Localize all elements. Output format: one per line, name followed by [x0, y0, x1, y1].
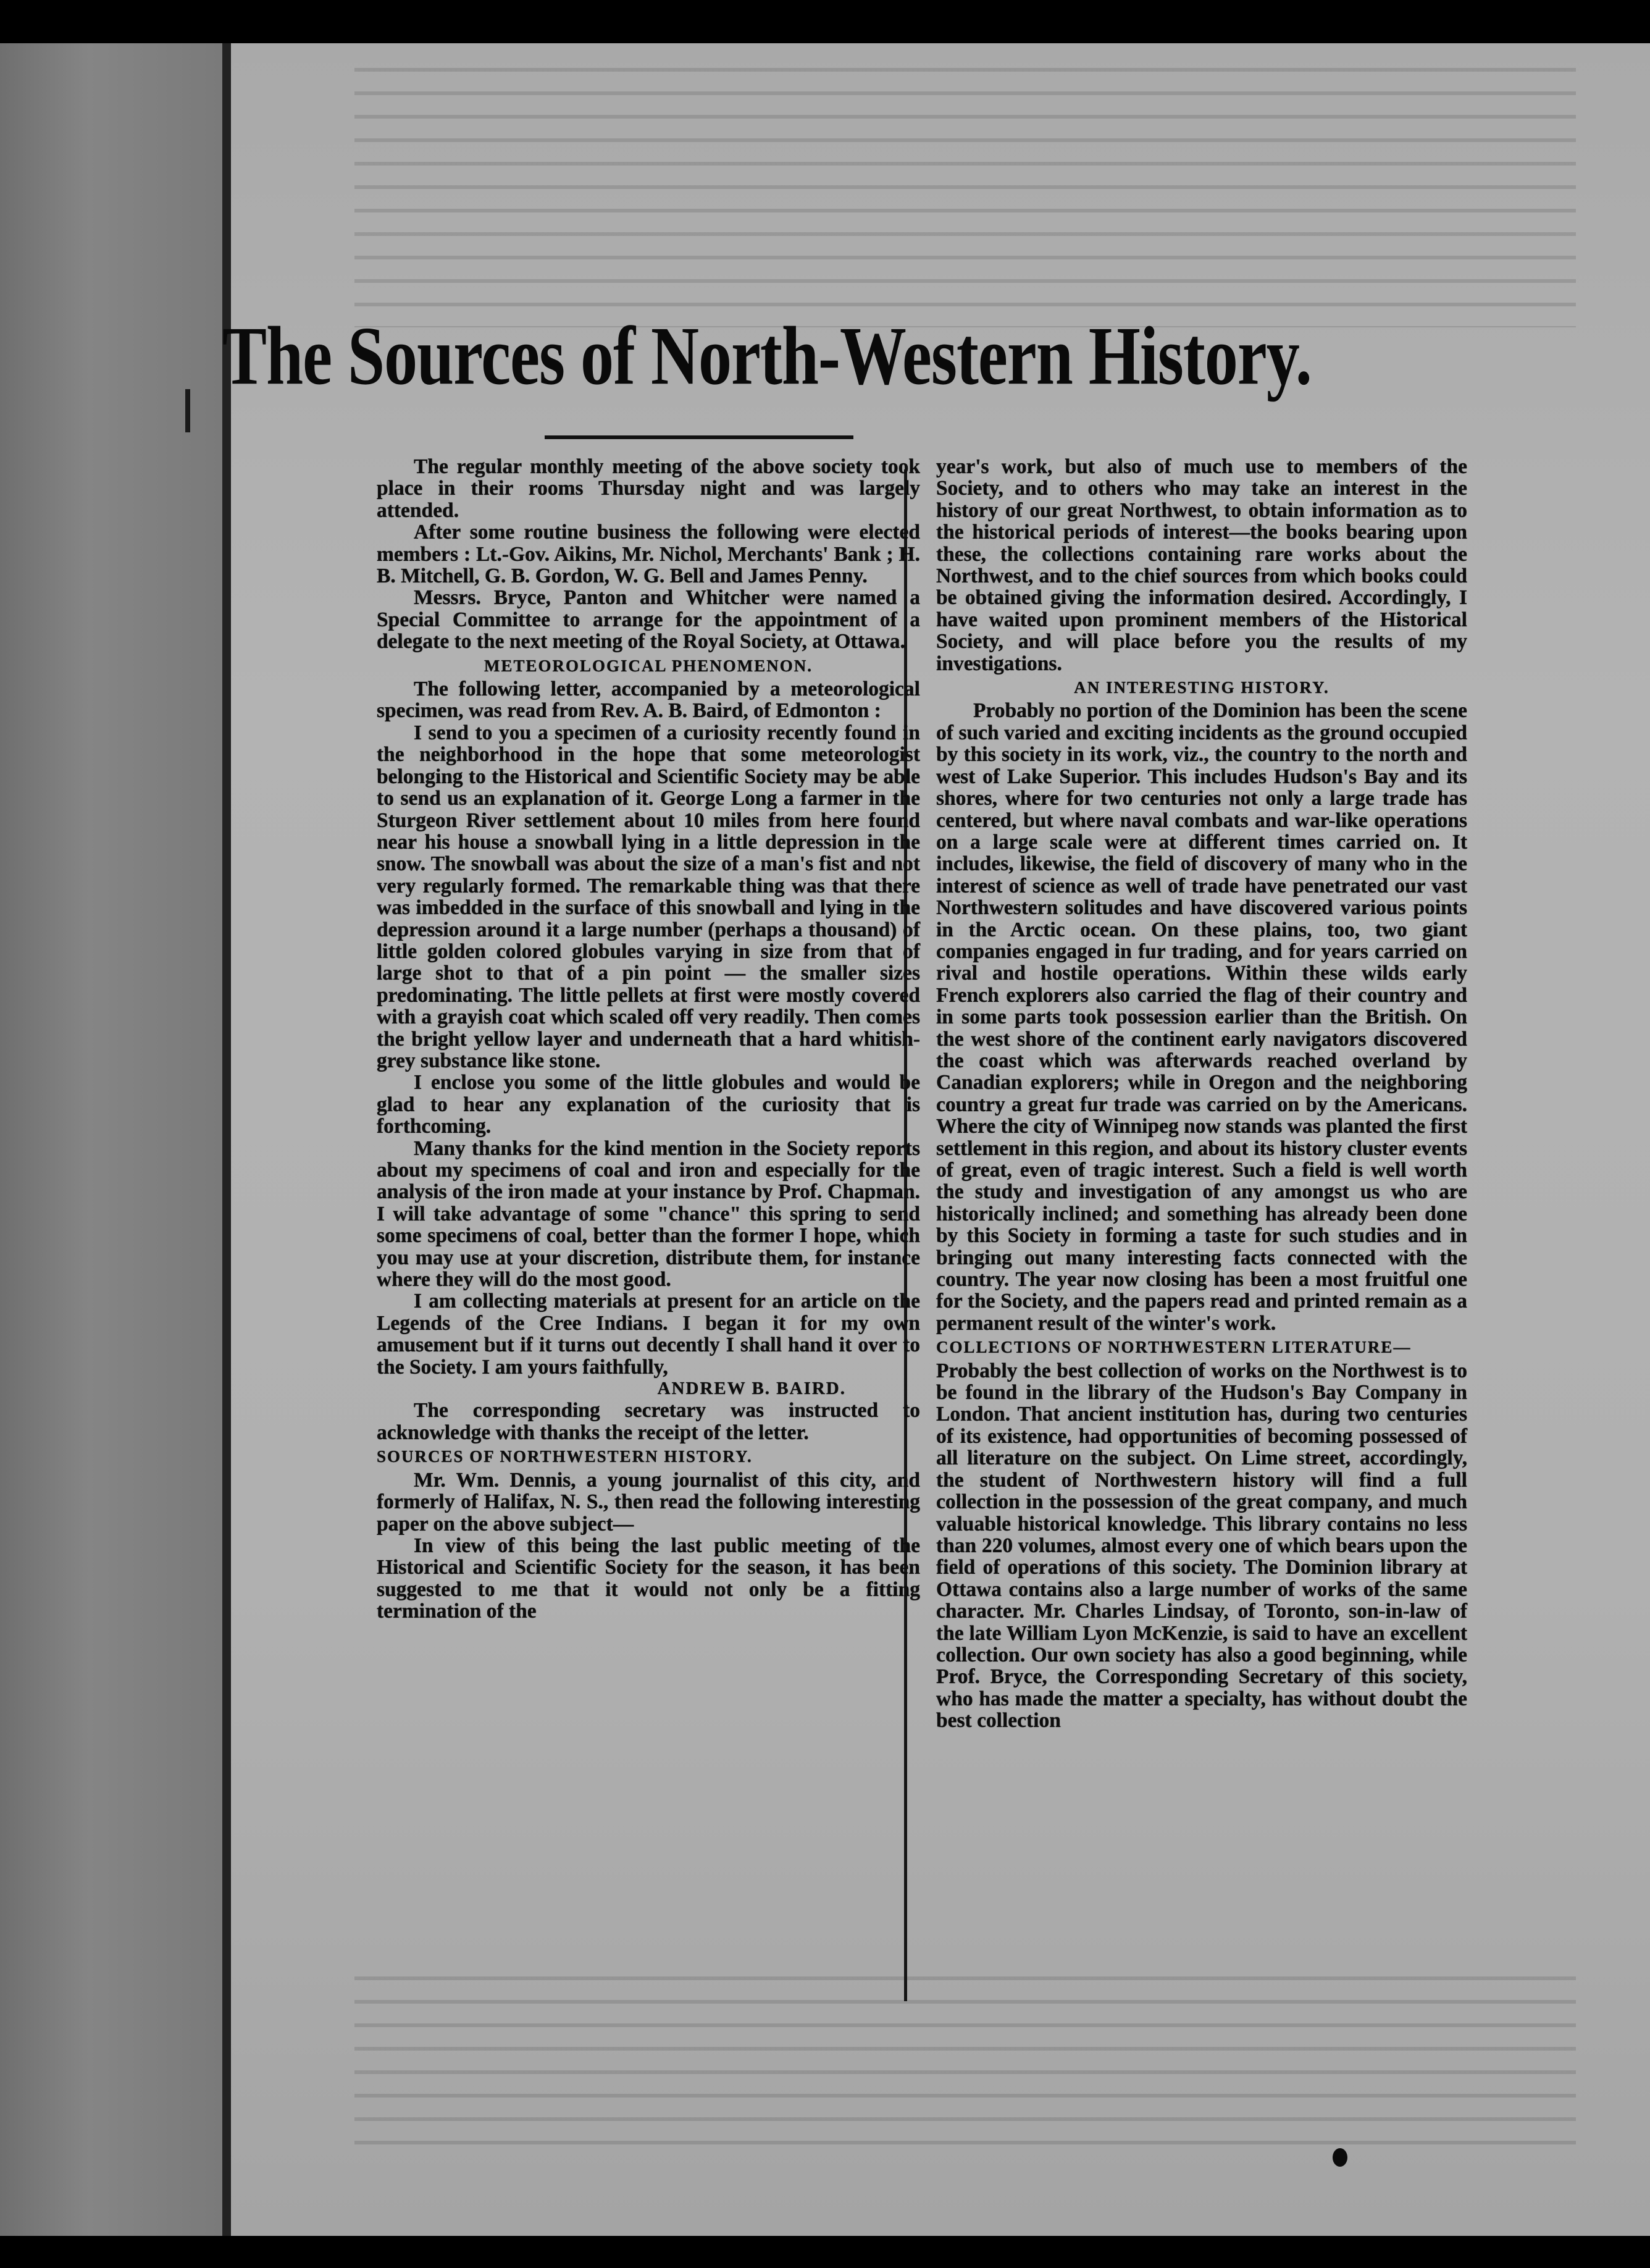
adjacent-page-edge: [0, 43, 222, 2236]
ink-spot: [1333, 2148, 1347, 2167]
paragraph: Messrs. Bryce, Panton and Whitcher were named a Special Committee to arrange for the appointment of a delegate to the next meeting of the Royal Society, at Ottawa.: [377, 586, 920, 653]
paragraph: I am collecting materials at present for an article on the Legends of the Cree Indians. I began it for my own amusement but if it turns out decently I shall hand it over to the Society. I am yours faithfully,: [377, 1290, 920, 1379]
show-through-text-bottom: [354, 1976, 1576, 2162]
section-heading: COLLECTIONS OF NORTHWESTERN LITERATURE—: [936, 1338, 1412, 1357]
paragraph: I enclose you some of the little globules and would be glad to hear any explanation of the curiosity that is forthcoming.: [377, 1071, 920, 1138]
paragraph: year's work, but also of much use to members of the Society, and to others who may take an interest in the history of our great Northwest, to obtain information as to the historical periods of interest—the books bearing upon these, the collections containing rare works about the Northwest, and to the chief sources from which books could be obtained giving the information desired. Accordingly, I have waited upon prominent members of the Historical Society, and will place before you the results of my investigations.: [936, 455, 1467, 675]
section-heading: SOURCES OF NORTHWESTERN HISTORY.: [377, 1447, 753, 1466]
article-title: The Sources of North-Western History.: [222, 310, 1312, 403]
section-heading: METEOROLOGICAL PHENOMENON.: [484, 656, 813, 675]
paragraph: Mr. Wm. Dennis, a young journalist of this city, and formerly of Halifax, N. S., then read the following interesting paper on the above subject—: [377, 1468, 920, 1535]
paragraph: Probably no portion of the Dominion has been the scene of such varied and exciting incidents as the ground occupied by this society in its work, viz., the country to the north and west of Lake Superior. This includes Hudson's Bay and its shores, where for two centuries not only a large trade has centered, but where naval combats and war-like operations on a large scale were at different times carried on. It includes, likewise, the field of discovery of many who in the interest of science as well of trade have penetrated our vast Northwestern solitudes and have discovered various points in the Arctic ocean. On these plains, too, two giant companies engaged in fur trading, and for years carried on rival and hostile operations. Within these wilds early French explorers also carried the flag of their country and in some parts took possession earlier than the British. On the west shore of the continent early navigators discovered the coast which was afterwards reached overland by Canadian explorers; while in Oregon and the neighboring country a great fur trade was carried on by the Americans. Where the city of Winnipeg now stands was planted the first settlement in this region, and about its history cluster events of great, even of tragic interest. Such a field is well worth the study and investigation of any amongst us who are historically inclined; and something has already been done by this Society in forming a taste for such studies and in bringing out many interesting facts connected with the country. The year now closing has been a most fruitful one for the Society, and the papers read and printed remain as a permanent result of the winter's work.: [936, 699, 1467, 1335]
show-through-text-top: [354, 68, 1576, 327]
right-column: [936, 456, 1467, 1732]
section-heading: AN INTERESTING HISTORY.: [1074, 678, 1330, 697]
left-column: [377, 456, 920, 1623]
signature: ANDREW B. BAIRD.: [657, 1379, 846, 1399]
title-rule: [545, 435, 853, 439]
paragraph: I send to you a specimen of a curiosity recently found in the neighborhood in the hope that some meteorologist belonging to the Historical and Scientific Society may be able to send us an explanation of it. George Long a farmer in the Sturgeon River settlement about 10 miles from here found near his house a snowball lying in a little depression in the snow. The snowball was about the size of a man's fist and not very regularly formed. The remarkable thing was that there was imbedded in the surface of this snowball and lying in the depression around it a large number (perhaps a thousand) of little golden colored globules varying in size from that of large shot to that of a pin point — the smaller sizes predominating. The little pellets at first were mostly covered with a grayish coat which scaled off very readily. Then comes the bright yellow layer and underneath that a hard whitish-grey substance like stone.: [377, 721, 920, 1072]
paragraph: Probably the best collection of works on the Northwest is to be found in the library of the Hudson's Bay Company in London. That ancient institution has, during two centuries of its existence, had opportunities of becoming possessed of all literature on the subject. On Lime street, accordingly, the student of Northwestern history will find a full collection in the possession of the great company, and much valuable historical knowledge. This library contains no less than 220 volumes, almost every one of which bears upon the field of operations of this society. The Dominion library at Ottawa contains also a large number of works of the same character. Mr. Charles Lindsay, of Toronto, son-in-law of the late William Lyon McKenzie, is said to have an excellent collection. Our own society has also a good beginning, while Prof. Bryce, the Corresponding Secretary of this society, who has made the matter a specialty, has without doubt the best collection: [936, 1359, 1467, 1732]
margin-mark: [185, 389, 190, 432]
paragraph: The regular monthly meeting of the above society took place in their rooms Thursday night and was largely attended.: [377, 455, 920, 522]
paragraph: The following letter, accompanied by a meteorological specimen, was read from Rev. A. B. Baird, of Edmonton :: [377, 678, 920, 723]
paragraph: The corresponding secretary was instructed to acknowledge with thanks the receipt of the letter.: [377, 1399, 920, 1444]
paragraph: Many thanks for the kind mention in the Society reports about my specimens of coal and iron and especially for the analysis of the iron made at your instance by Prof. Chapman. I will take advantage of some "chance" this spring to send some specimens of coal, better than the former I hope, which you may use at your discretion, distribute them, for instance where they will do the most good.: [377, 1136, 920, 1292]
paragraph: After some routine business the following were elected members : Lt.-Gov. Aikins, Mr. Nichol, Merchants' Bank ; H. B. Mitchell, G. B. Gordon, W. G. Bell and James Penny.: [377, 521, 920, 588]
paragraph: In view of this being the last public meeting of the Historical and Scientific Society for the season, it has been suggested to me that it would not only be a fitting termination of the: [377, 1534, 920, 1623]
